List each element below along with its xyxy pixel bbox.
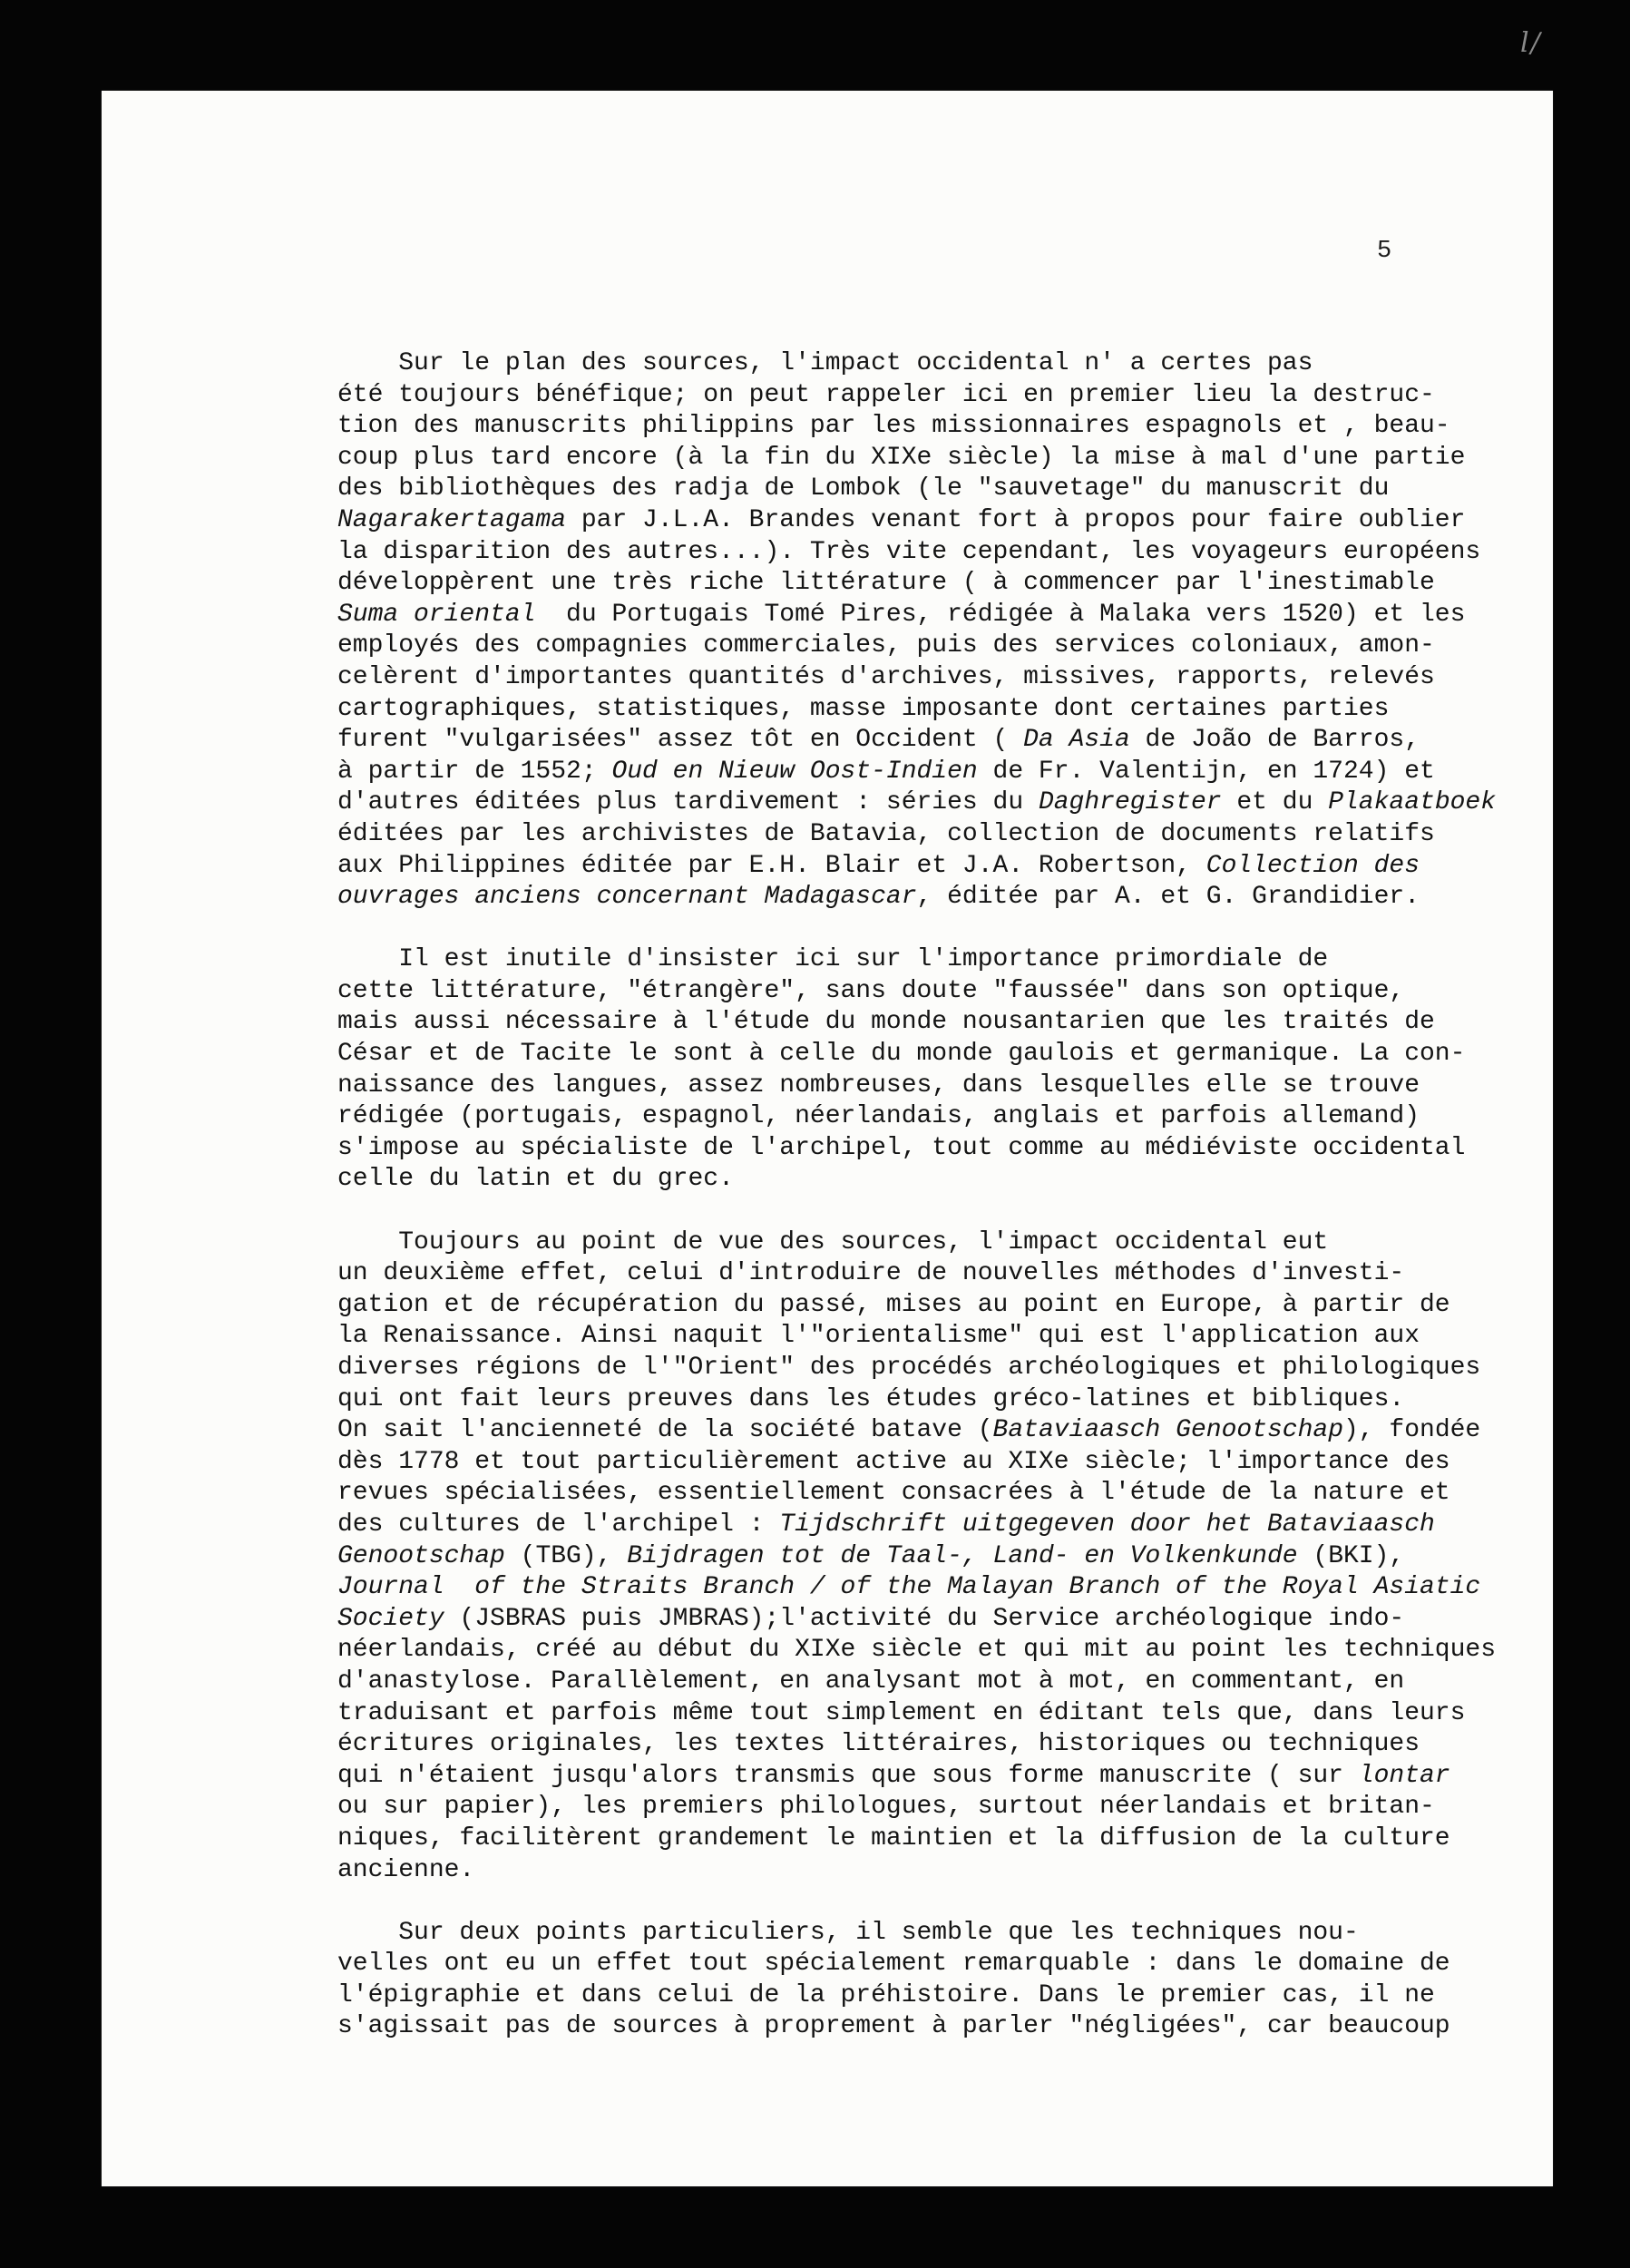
text-run: des cultures de l'archipel : xyxy=(337,1510,780,1539)
text-line xyxy=(337,1729,1498,1761)
italic-title: Da Asia xyxy=(1023,726,1130,755)
text-line xyxy=(337,882,1498,914)
text-line xyxy=(337,505,1498,537)
text-line xyxy=(337,851,1498,883)
text-line xyxy=(337,1698,1498,1730)
body-text xyxy=(337,348,1498,2043)
text-line xyxy=(337,694,1498,726)
text-line xyxy=(337,1667,1498,1698)
text-run: rédigée (portugais, espagnol, néerlandais, anglais et parfois allemand) xyxy=(337,1102,1420,1131)
text-line xyxy=(337,600,1498,631)
text-run: traduisant et parfois même tout simplement en éditant tels que, dans leurs xyxy=(337,1698,1466,1727)
text-run: un deuxième effet, celui d'introduire de nouvelles méthodes d'investi- xyxy=(337,1259,1405,1288)
text-run: s'impose au spécialiste de l'archipel, tout comme au médiéviste occidental xyxy=(337,1133,1466,1162)
paragraph-gap xyxy=(337,1196,1498,1227)
text-line xyxy=(337,1321,1498,1353)
text-run: néerlandais, créé au début du XIXe siècle et qui mit au point les techniques xyxy=(337,1636,1497,1665)
text-run: l'épigraphie et dans celui de la préhistoire. Dans le premier cas, il ne xyxy=(337,1980,1435,2009)
text-run: qui ont fait leurs preuves dans les études gréco-latines et bibliques. xyxy=(337,1384,1405,1413)
text-line xyxy=(337,1415,1498,1447)
italic-title: Daghregister xyxy=(1038,788,1222,817)
text-run: ou sur papier), les premiers philologues, surtout néerlandais et britan- xyxy=(337,1793,1435,1822)
text-line xyxy=(337,1761,1498,1793)
text-line xyxy=(337,757,1498,788)
paragraph xyxy=(337,348,1498,914)
text-line xyxy=(337,1070,1498,1102)
text-run: la disparition des autres...). Très vite cependant, les voyageurs européens xyxy=(337,537,1481,566)
text-run: niques, facilitèrent grandement le maintien et la diffusion de la culture xyxy=(337,1823,1450,1853)
text-run: la Renaissance. Ainsi naquit l'"orientalisme" qui est l'application aux xyxy=(337,1322,1420,1351)
text-run: à partir de 1552; xyxy=(337,757,612,786)
text-run: Sur deux points particuliers, il semble que les techniques nou- xyxy=(337,1918,1359,1947)
text-line xyxy=(337,787,1498,819)
text-run: ), fondée xyxy=(1343,1416,1481,1445)
paragraph xyxy=(337,1918,1498,2043)
italic-title: ouvrages anciens concernant Madagascar xyxy=(337,883,917,912)
text-line xyxy=(337,1823,1498,1855)
text-run: coup plus tard encore (à la fin du XIXe siècle) la mise à mal d'une partie xyxy=(337,443,1466,472)
text-run: gation et de récupération du passé, mises au point en Europe, à partir de xyxy=(337,1290,1450,1319)
text-run: et du xyxy=(1221,788,1329,817)
text-line xyxy=(337,725,1498,757)
text-line xyxy=(337,1258,1498,1290)
text-run: Sur le plan des sources, l'impact occidental n' a certes pas xyxy=(337,349,1313,377)
text-line xyxy=(337,1572,1498,1604)
italic-title: Journal of the Straits Branch / of the Malayan Branch of the Royal Asiatic xyxy=(337,1573,1481,1602)
italic-title: Collection des xyxy=(1205,851,1420,880)
paragraph xyxy=(337,1227,1498,1886)
italic-title: Society xyxy=(337,1604,444,1633)
text-run: d'autres éditées plus tardivement : séries du xyxy=(337,788,1039,817)
italic-title: Tijdschrift uitgegeven door het Bataviaasch xyxy=(779,1510,1435,1539)
text-line xyxy=(337,411,1498,443)
text-run: naissance des langues, assez nombreuses, dans lesquelles elle se trouve xyxy=(337,1070,1420,1100)
text-line xyxy=(337,1039,1498,1070)
text-run: employés des compagnies commerciales, puis des services coloniaux, amon- xyxy=(337,631,1435,660)
text-run: (BKI), xyxy=(1297,1541,1405,1570)
text-line xyxy=(337,1541,1498,1573)
text-line xyxy=(337,1949,1498,1980)
text-line xyxy=(337,1918,1498,1950)
text-run: dès 1778 et tout particulièrement active au XIXe siècle; l'importance des xyxy=(337,1447,1450,1476)
text-line xyxy=(337,944,1498,976)
text-run: cette littérature, "étrangère", sans doute "faussée" dans son optique, xyxy=(337,976,1405,1005)
text-line xyxy=(337,474,1498,505)
text-line xyxy=(337,568,1498,600)
text-line xyxy=(337,1478,1498,1510)
text-line xyxy=(337,443,1498,474)
text-line xyxy=(337,1133,1498,1165)
text-line xyxy=(337,1792,1498,1823)
text-run: (JSBRAS puis JMBRAS);l'activité du Service archéologique indo- xyxy=(444,1604,1405,1633)
text-run: ancienne. xyxy=(337,1855,475,1884)
text-run: velles ont eu un effet tout spécialement remarquable : dans le domaine de xyxy=(337,1950,1450,1979)
text-line xyxy=(337,1510,1498,1541)
italic-title: Bataviaasch Genootschap xyxy=(992,1416,1343,1445)
text-run: qui n'étaient jusqu'alors transmis que sous forme manuscrite ( sur xyxy=(337,1761,1359,1790)
text-run: aux Philippines éditée par E.H. Blair et J.A. Robertson, xyxy=(337,851,1206,880)
text-run: tion des manuscrits philippins par les missionnaires espagnols et , beau- xyxy=(337,412,1450,441)
text-run: furent "vulgarisées" assez tôt en Occident ( xyxy=(337,726,1024,755)
text-run: de Fr. Valentijn, en 1724) et xyxy=(977,757,1435,786)
italic-title: Nagarakertagama xyxy=(337,505,567,534)
text-line xyxy=(337,1290,1498,1322)
text-line xyxy=(337,1101,1498,1133)
text-run: celèrent d'importantes quantités d'archives, missives, rapports, relevés xyxy=(337,662,1435,691)
italic-title: Oud en Nieuw Oost-Indien xyxy=(611,757,978,786)
text-run: des bibliothèques des radja de Lombok (le "sauvetage" du manuscrit du xyxy=(337,474,1390,503)
text-line xyxy=(337,1855,1498,1887)
text-line xyxy=(337,1447,1498,1479)
text-line xyxy=(337,1227,1498,1259)
text-run: d'anastylose. Parallèlement, en analysant mot à mot, en commentant, en xyxy=(337,1667,1405,1696)
text-line xyxy=(337,1353,1498,1384)
text-run: été toujours bénéfique; on peut rappeler ici en premier lieu la destruc- xyxy=(337,380,1435,409)
text-line xyxy=(337,1980,1498,2012)
text-run: du Portugais Tomé Pires, rédigée à Malaka vers 1520) et les xyxy=(535,600,1466,629)
text-line xyxy=(337,348,1498,380)
italic-title: Suma oriental xyxy=(337,600,536,629)
text-line xyxy=(337,537,1498,569)
text-run: par J.L.A. Brandes venant fort à propos pour faire oublier xyxy=(566,505,1466,534)
text-run: celle du latin et du grec. xyxy=(337,1165,734,1194)
italic-title: lontar xyxy=(1358,1761,1450,1790)
italic-title: Bijdragen tot de Taal-, Land- en Volkenkunde xyxy=(627,1541,1298,1570)
text-line xyxy=(337,819,1498,851)
text-line xyxy=(337,2011,1498,2043)
archive-corner-mark: l/ xyxy=(1520,27,1542,59)
paragraph-gap xyxy=(337,914,1498,945)
paragraph-gap xyxy=(337,1886,1498,1918)
text-run: s'agissait pas de sources à proprement à parler "négligées", car beaucoup xyxy=(337,2012,1450,2041)
text-run: de João de Barros, xyxy=(1129,726,1420,755)
italic-title: Plakaatboek xyxy=(1328,788,1497,817)
text-line xyxy=(337,1164,1498,1196)
text-run: écritures originales, les textes littéraires, historiques ou techniques xyxy=(337,1730,1420,1759)
italic-title: Genootschap xyxy=(337,1541,505,1570)
text-run: revues spécialisées, essentiellement consacrées à l'étude de la nature et xyxy=(337,1479,1450,1508)
text-line xyxy=(337,1384,1498,1416)
text-run: mais aussi nécessaire à l'étude du monde nousantarien que les traités de xyxy=(337,1008,1435,1037)
text-line xyxy=(337,380,1498,412)
text-run: éditées par les archivistes de Batavia, collection de documents relatifs xyxy=(337,819,1435,848)
text-run: Il est inutile d'insister ici sur l'importance primordiale de xyxy=(337,945,1329,974)
text-line xyxy=(337,1007,1498,1039)
text-run: (TBG), xyxy=(504,1541,628,1570)
page-number: 5 xyxy=(1377,238,1392,265)
text-run: Toujours au point de vue des sources, l'impact occidental eut xyxy=(337,1227,1329,1256)
text-line xyxy=(337,1604,1498,1636)
paragraph xyxy=(337,944,1498,1196)
text-run: César et de Tacite le sont à celle du monde gaulois et germanique. La con- xyxy=(337,1040,1466,1069)
text-line xyxy=(337,976,1498,1008)
text-run: , éditée par A. et G. Grandidier. xyxy=(916,883,1420,912)
text-run: diverses régions de l'"Orient" des procédés archéologiques et philologiques xyxy=(337,1354,1481,1382)
text-run: développèrent une très riche littérature ( à commencer par l'inestimable xyxy=(337,569,1435,598)
text-line xyxy=(337,662,1498,694)
text-run: cartographiques, statistiques, masse imposante dont certaines parties xyxy=(337,694,1390,723)
text-line xyxy=(337,631,1498,662)
text-run: On sait l'ancienneté de la société batave ( xyxy=(337,1416,993,1445)
text-line xyxy=(337,1635,1498,1667)
